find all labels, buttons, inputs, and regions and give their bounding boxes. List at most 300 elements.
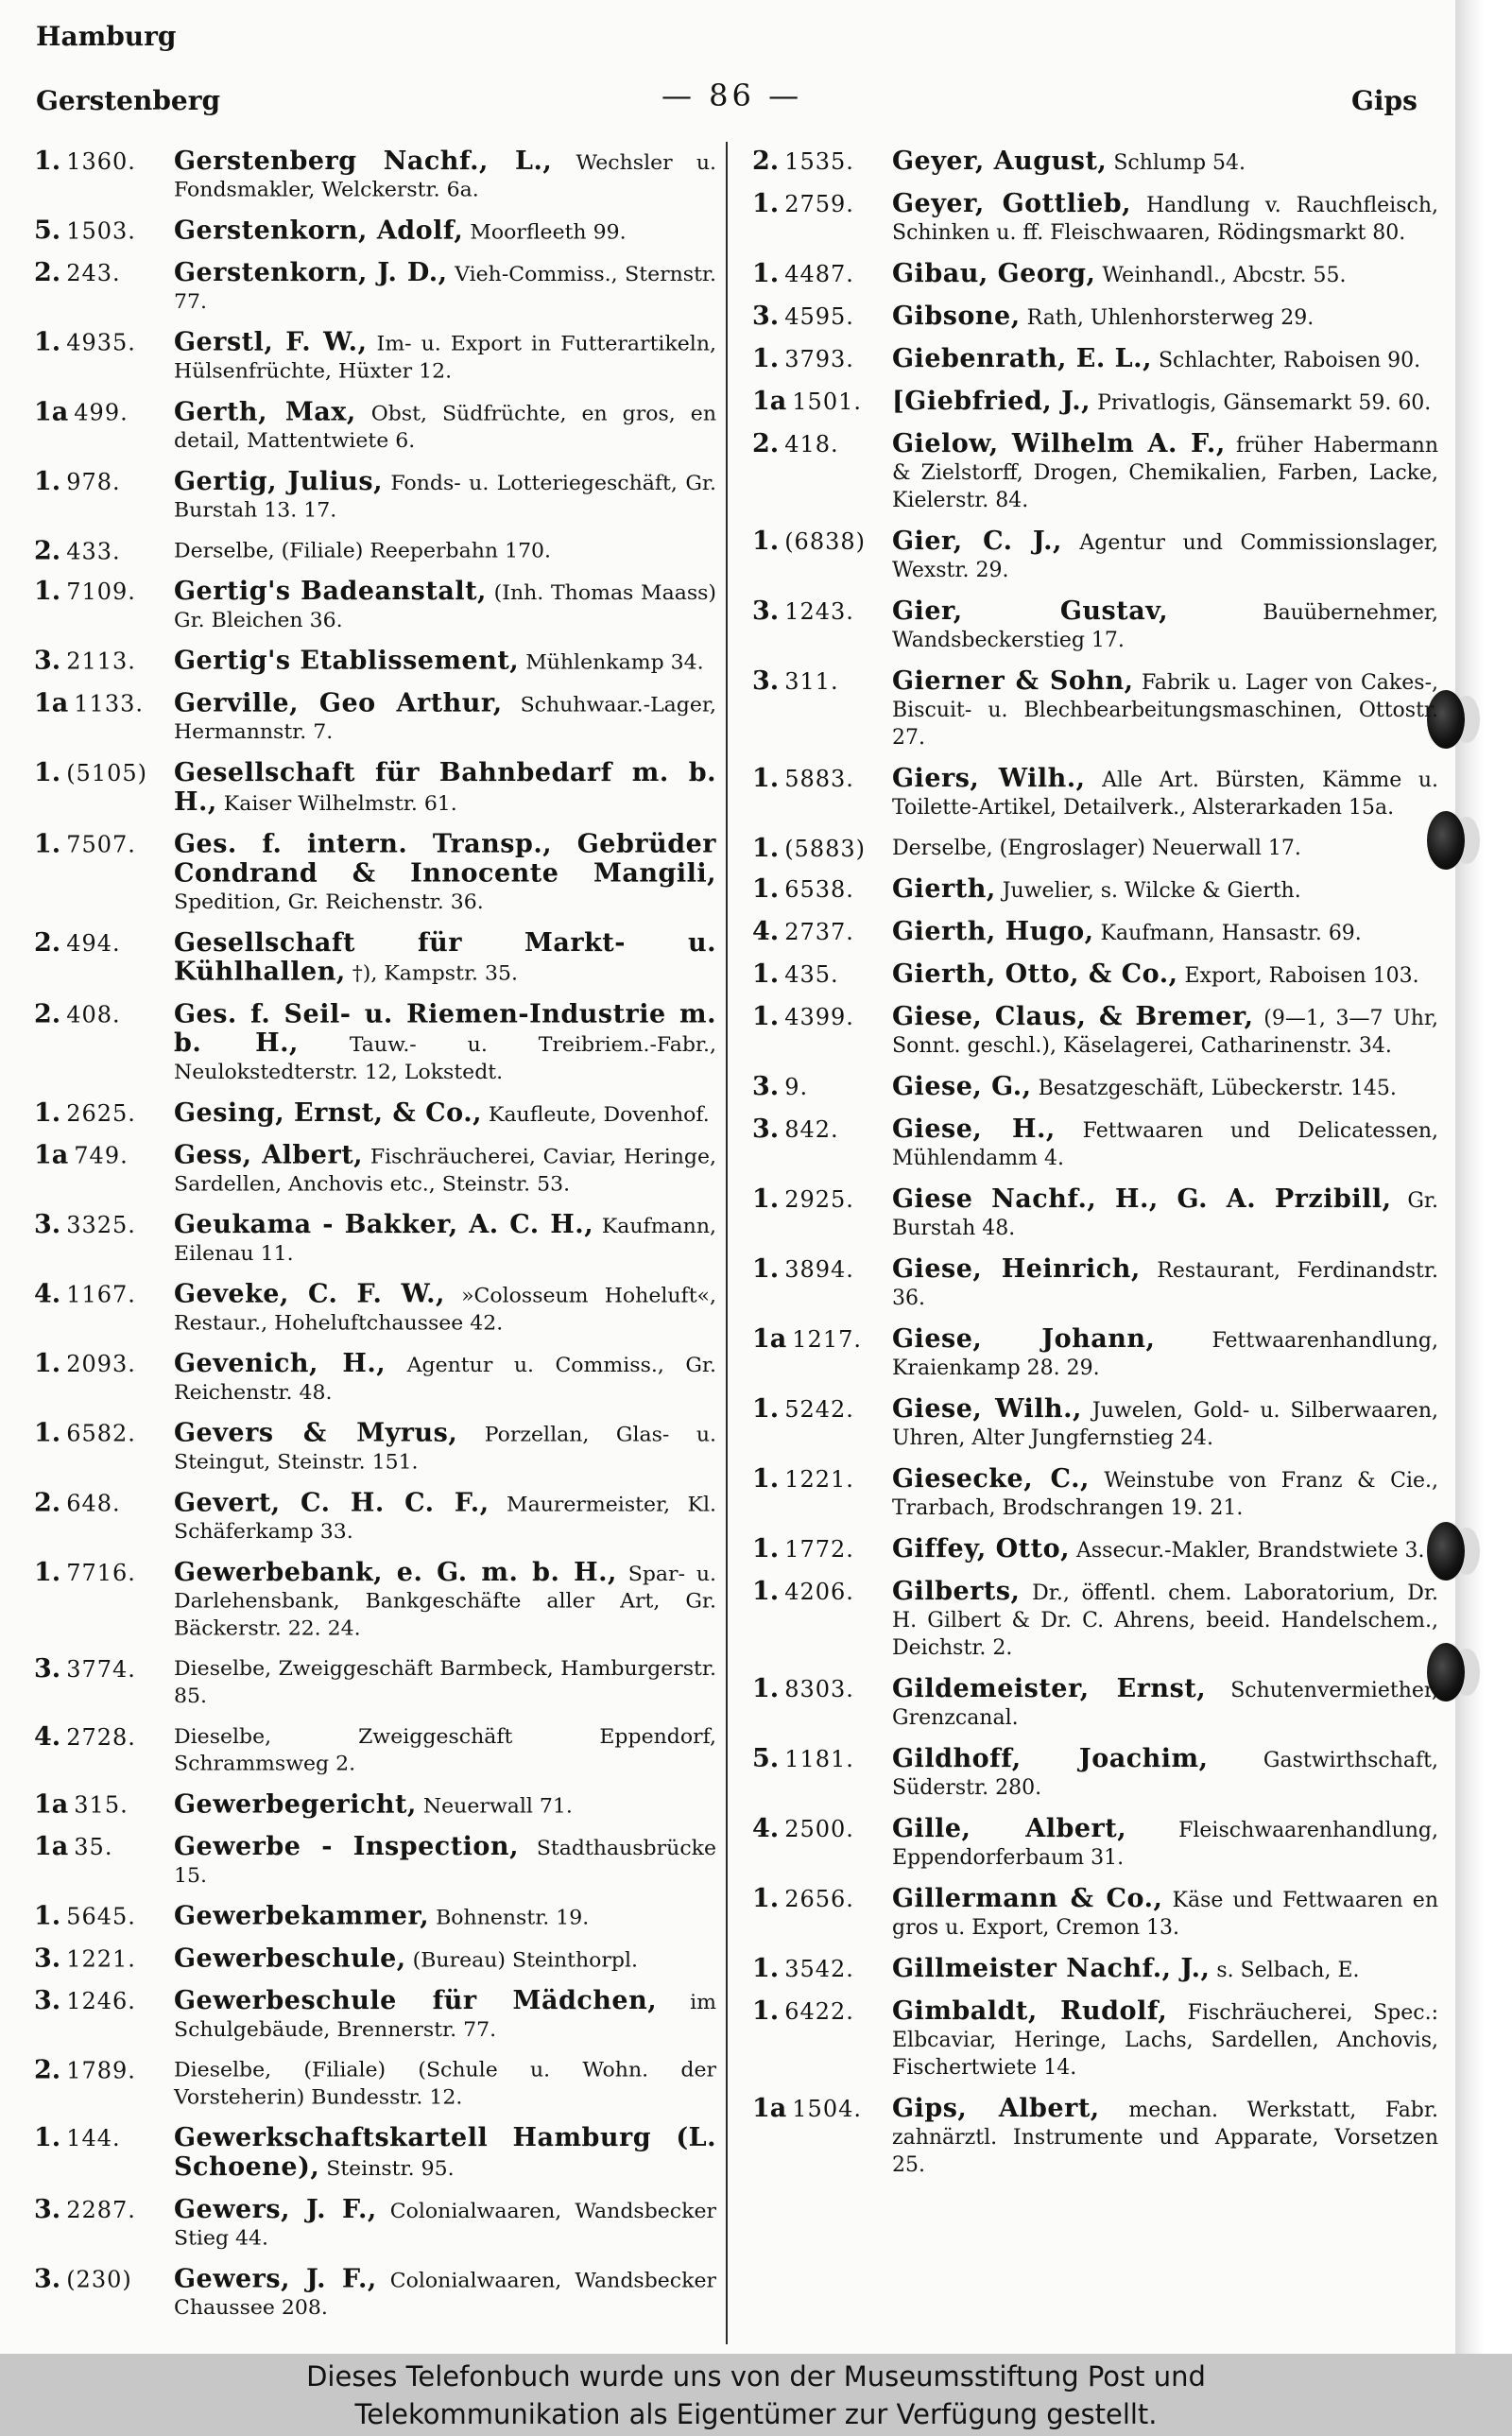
directory-entry — [752, 1745, 1438, 1802]
exchange-class: 1. — [752, 1002, 780, 1031]
entry-body — [752, 1395, 1438, 1452]
directory-entry — [34, 2057, 716, 2112]
subscriber-details: Restaurant, Ferdinandstr. 36. — [892, 1259, 1438, 1310]
entry-lead — [34, 1723, 136, 1753]
exchange-class: 1a — [34, 1832, 69, 1862]
subscriber-name: Giebenrath, E. L., — [892, 344, 1152, 373]
exchange-class: 1. — [752, 1464, 780, 1494]
entry-lead — [752, 1003, 854, 1032]
entry-body — [34, 2196, 716, 2253]
exchange-class: 1. — [752, 527, 780, 556]
phone-number: 4595. — [784, 303, 854, 330]
phone-number: 4935. — [66, 329, 136, 356]
directory-entry — [752, 260, 1438, 289]
entry-lead — [752, 430, 839, 459]
phone-number: 1246. — [66, 1988, 136, 2015]
entry-lead — [752, 388, 862, 417]
entry-body — [752, 1535, 1438, 1564]
entry-body — [34, 259, 716, 316]
entry-lead — [34, 1350, 136, 1379]
exchange-class: 2. — [34, 2055, 61, 2085]
phone-number: 6538. — [784, 876, 854, 903]
exchange-class: 1. — [752, 1577, 780, 1606]
directory-entry — [34, 259, 716, 316]
exchange-class: 2. — [752, 147, 780, 176]
entry-body — [34, 2124, 716, 2183]
subscriber-details: Fettwaaren und Delicatessen, Mühlendamm 4. — [892, 1119, 1438, 1170]
subscriber-name: Gimbaldt, Rudolf, — [892, 1996, 1168, 2026]
subscriber-details: »Colosseum Hoheluft«, Restaur., Hoheluftchaussee 42. — [174, 1284, 716, 1336]
phone-number: (6838) — [784, 528, 866, 555]
entry-lead — [752, 597, 854, 627]
entry-body — [752, 960, 1438, 990]
subscriber-details: Dr., öffentl. chem. Laboratorium, Dr. H. Gilbert & Dr. C. Ahrens, beeid. Handelschem., Deichstr. 2. — [892, 1581, 1438, 1660]
exchange-class: 4. — [34, 1721, 61, 1752]
exchange-class: 1. — [34, 2123, 61, 2153]
subscriber-name: Gesellschaft für Bahnbedarf m. b. H., — [174, 758, 716, 817]
phone-number: 408. — [66, 1001, 121, 1028]
phone-number: (230) — [66, 2266, 132, 2293]
subscriber-name: Ges. f. intern. Transp., Gebrüder Condrand & Innocente Mangili, — [174, 829, 716, 889]
entry-lead — [752, 1185, 854, 1215]
exchange-class: 1. — [752, 1674, 780, 1703]
subscriber-name: Giese, Johann, — [892, 1324, 1156, 1354]
phone-number: 6422. — [784, 1998, 854, 2025]
entry-lead — [752, 2095, 862, 2124]
entry-lead — [752, 1255, 854, 1285]
phone-number: 7716. — [66, 1559, 136, 1586]
entry-body — [752, 1465, 1438, 1522]
subscriber-details: Steinstr. 95. — [319, 2157, 455, 2182]
entry-body — [34, 1559, 716, 1642]
subscriber-name: Gerth, Max, — [174, 397, 356, 427]
entry-lead — [752, 1073, 808, 1102]
subscriber-name: Gerstenkorn, Adolf, — [174, 216, 464, 246]
entry-body — [752, 1885, 1438, 1942]
subscriber-name: Gewerbeschule, — [174, 1944, 406, 1974]
directory-entry — [752, 527, 1438, 584]
phone-number: 2500. — [784, 1816, 854, 1842]
subscriber-name: Giesecke, C., — [892, 1464, 1090, 1494]
directory-entry — [34, 929, 716, 988]
exchange-class: 1. — [752, 1884, 780, 1913]
subscriber-details: Vieh-Commiss., Sternstr. 77. — [174, 263, 716, 314]
entry-lead — [34, 1281, 136, 1310]
entry-body — [34, 1791, 716, 1821]
subscriber-name: Gildemeister, Ernst, — [892, 1674, 1207, 1703]
entry-lead — [752, 835, 866, 864]
subscriber-name: Gewerkschaftskartell Hamburg (L. Schoene), — [174, 2123, 716, 2183]
entry-body — [34, 1945, 716, 1975]
subscriber-details: Mühlenkamp 34. — [519, 650, 704, 675]
phone-number: 4206. — [784, 1579, 854, 1605]
phone-number: 494. — [66, 930, 121, 957]
subscriber-name: Gildhoff, Joachim, — [892, 1744, 1209, 1773]
subscriber-name: Gibsone, — [892, 302, 1021, 331]
directory-entry — [752, 960, 1438, 990]
subscriber-name: Giese Nachf., H., G. A. Przibill, — [892, 1184, 1392, 1214]
subscriber-details: Obst, Südfrüchte, en gros, en detail, Mattentwiete 6. — [174, 402, 716, 454]
entry-lead — [752, 260, 854, 289]
entry-lead — [34, 398, 129, 427]
subscriber-name: Geyer, Gottlieb, — [892, 189, 1132, 218]
entry-lead — [752, 960, 839, 990]
directory-entry — [752, 1535, 1438, 1564]
entry-lead — [34, 648, 136, 677]
subscriber-details: Derselbe, (Filiale) Reeperbahn 170. — [174, 539, 552, 563]
phone-number: 499. — [74, 399, 129, 426]
directory-entry — [752, 190, 1438, 247]
exchange-class: 1. — [752, 344, 780, 373]
entry-body — [752, 765, 1438, 821]
subscriber-details: Maurermeister, Kl. Schäferkamp 33. — [174, 1493, 716, 1545]
footer-line-1: Dieses Telefonbuch wurde uns von der Museumsstiftung Post und — [306, 2360, 1206, 2393]
exchange-class: 3. — [34, 2264, 61, 2294]
phone-number: 315. — [74, 1791, 129, 1819]
directory-entry — [752, 388, 1438, 417]
exchange-class: 2. — [34, 536, 61, 566]
directory-entry — [752, 302, 1438, 332]
exchange-class: 2. — [752, 429, 780, 458]
phone-number: 433. — [66, 538, 121, 565]
entry-body — [34, 1099, 716, 1129]
exchange-class: 1. — [34, 1349, 61, 1379]
phone-number: 8303. — [784, 1676, 854, 1702]
directory-entry — [34, 1791, 716, 1821]
phone-number: 1181. — [784, 1746, 854, 1772]
subscriber-name: Gilberts, — [892, 1577, 1021, 1606]
entry-lead — [752, 1395, 854, 1425]
subscriber-name: [Giebfried, J., — [892, 387, 1091, 416]
entry-lead — [752, 1465, 854, 1494]
exchange-class: 4. — [752, 1814, 780, 1843]
directory-entry — [752, 597, 1438, 654]
subscriber-name: Gess, Albert, — [174, 1140, 364, 1170]
exchange-class: 3. — [34, 1944, 61, 1974]
entry-lead — [34, 1987, 136, 2016]
subscriber-details: Fonds- u. Lotteriegeschäft, Gr. Burstah 13. 17. — [174, 471, 716, 523]
exchange-class: 5. — [34, 216, 61, 246]
directory-entry — [752, 1997, 1438, 2082]
subscriber-details: Handlung v. Rauchfleisch, Schinken u. ff. Fleischwaaren, Rödingsmarkt 80. — [892, 194, 1438, 245]
entry-lead — [34, 690, 144, 719]
exchange-class: 3. — [34, 1986, 61, 2016]
subscriber-details: Fettwaarenhandlung, Kraienkamp 28. 29. — [892, 1329, 1438, 1380]
subscriber-name: Gier, C. J., — [892, 527, 1062, 556]
directory-entry — [752, 147, 1438, 177]
directory-entry — [34, 1723, 716, 1778]
subscriber-name: Gerville, Geo Arthur, — [174, 688, 503, 718]
subscriber-details: Dieselbe, Zweiggeschäft Eppendorf, Schrammsweg 2. — [174, 1724, 716, 1776]
entry-body — [752, 1578, 1438, 1662]
phone-number: 5242. — [784, 1396, 854, 1423]
entry-lead — [34, 1489, 121, 1518]
directory-entry — [34, 217, 716, 247]
phone-number: 418. — [784, 431, 839, 458]
entry-lead — [752, 918, 854, 947]
exchange-class: 1a — [752, 1324, 787, 1354]
phone-number: 1217. — [792, 1326, 862, 1353]
directory-entry — [34, 468, 716, 525]
entry-body — [34, 1281, 716, 1338]
directory-entry — [34, 648, 716, 677]
phone-number: 1167. — [66, 1281, 136, 1308]
entry-lead — [752, 1815, 854, 1844]
entry-body — [752, 302, 1438, 332]
subscriber-name: Gille, Albert, — [892, 1814, 1127, 1843]
phone-number: 2287. — [66, 2196, 136, 2223]
directory-entry — [752, 875, 1438, 905]
directory-entry — [34, 1420, 716, 1477]
subscriber-details: Juwelen, Gold- u. Silberwaaren, Uhren, Alter Jungfernstieg 24. — [892, 1399, 1438, 1450]
subscriber-name: Gillmeister Nachf., J., — [892, 1954, 1211, 1983]
entry-body — [34, 538, 716, 565]
phone-number: 435. — [784, 961, 839, 988]
entry-lead — [752, 1115, 839, 1145]
entry-lead — [34, 1791, 129, 1821]
phone-number: 1133. — [74, 690, 144, 717]
entry-lead — [34, 329, 136, 358]
entry-body — [34, 1489, 716, 1546]
subscriber-details: Besatzgeschäft, Lübeckerstr. 145. — [1031, 1077, 1397, 1100]
exchange-class: 1. — [752, 1996, 780, 2026]
exchange-class: 1. — [752, 1534, 780, 1564]
subscriber-details: Bauübernehmer, Wandsbeckerstieg 17. — [892, 601, 1438, 652]
entry-body — [34, 648, 716, 677]
phone-number: 243. — [66, 260, 121, 287]
entry-lead — [34, 929, 121, 959]
entry-lead — [752, 1325, 862, 1355]
entry-lead — [34, 1833, 112, 1862]
entry-body — [752, 1815, 1438, 1872]
entry-body — [752, 1997, 1438, 2082]
entry-body — [34, 1142, 716, 1199]
subscriber-name: Geukama - Bakker, A. C. H., — [174, 1210, 594, 1240]
subscriber-details: Schutenvermiether, Grenzcanal. — [892, 1679, 1438, 1730]
subscriber-name: Giese, Wilh., — [892, 1394, 1082, 1424]
entry-body — [752, 430, 1438, 514]
entry-lead — [752, 1955, 854, 1984]
entry-lead — [34, 578, 136, 607]
phone-number: 9. — [784, 1074, 809, 1100]
page-edge — [1455, 0, 1512, 2354]
entry-body — [34, 2057, 716, 2112]
subscriber-details: s. Selbach, E. — [1210, 1959, 1360, 1982]
subscriber-name: Geveke, C. F. W., — [174, 1279, 445, 1309]
entry-body — [34, 329, 716, 386]
entry-body — [752, 1073, 1438, 1102]
subscriber-name: Gertig's Badeanstalt, — [174, 577, 487, 607]
entry-body — [34, 1211, 716, 1268]
subscriber-name: Gevert, C. H. C. F., — [174, 1488, 490, 1518]
subscriber-name: Gewers, J. F., — [174, 2264, 377, 2294]
subscriber-details: Wechsler u. Fondsmakler, Welckerstr. 6a. — [174, 150, 717, 202]
phone-number: 2656. — [784, 1886, 854, 1912]
subscriber-details: †), Kampstr. 35. — [345, 961, 519, 986]
subscriber-name: Gewerbekammer, — [174, 1901, 430, 1931]
entry-lead — [752, 765, 854, 794]
exchange-class: 1. — [34, 327, 61, 357]
entry-body — [34, 1350, 716, 1407]
subscriber-details: Weinstube von Franz & Cie., Trarbach, Brodschrangen 19. 21. — [892, 1469, 1439, 1520]
exchange-class: 1. — [752, 959, 780, 989]
exchange-class: 1a — [752, 387, 787, 416]
exchange-class: 1. — [752, 1254, 780, 1284]
exchange-class: 1. — [752, 834, 780, 863]
subscriber-details: früher Habermann & Zielstorff, Drogen, Chemikalien, Farben, Lacke, Kielerstr. 84. — [892, 434, 1438, 512]
entry-body — [34, 578, 716, 634]
entry-lead — [34, 2124, 121, 2153]
directory-entry — [752, 1395, 1438, 1452]
directory-entry — [34, 1489, 716, 1546]
exchange-class: 2. — [34, 1488, 61, 1518]
directory-entry — [34, 2265, 716, 2322]
subscriber-name: Gerstenberg Nachf., L., — [174, 147, 553, 176]
entry-lead — [34, 538, 121, 567]
directory-entry — [34, 538, 716, 565]
phone-number: 1789. — [66, 2057, 136, 2084]
directory-entry — [752, 1073, 1438, 1102]
subscriber-name: Gerstl, F. W., — [174, 327, 368, 357]
entry-body — [752, 1955, 1438, 1984]
subscriber-name: Gertig, Julius, — [174, 466, 383, 496]
subscriber-details: Tauw.- u. Treibriem.-Fabr., Neulokstedterstr. 12, Lokstedt. — [174, 1033, 716, 1085]
directory-entry — [34, 1559, 716, 1642]
subscriber-name: Gips, Albert, — [892, 2094, 1100, 2123]
directory-entry — [34, 1945, 716, 1975]
directory-entry — [752, 1578, 1438, 1662]
entry-lead — [34, 759, 147, 788]
phone-number: 2737. — [784, 919, 854, 945]
exchange-class: 2. — [34, 999, 61, 1029]
entry-lead — [34, 1655, 136, 1684]
subscriber-details: Käse und Fettwaaren en gros u. Export, Cremon 13. — [892, 1889, 1438, 1940]
phone-number: 2759. — [784, 191, 854, 217]
directory-entry — [34, 1211, 716, 1268]
entry-lead — [34, 2265, 132, 2294]
phone-number: 3894. — [784, 1256, 854, 1283]
phone-number: 842. — [784, 1116, 839, 1143]
entry-body — [34, 1001, 716, 1086]
subscriber-name: Gewerbe - Inspection, — [174, 1832, 519, 1862]
phone-number: 1503. — [66, 217, 136, 245]
exchange-class: 1. — [752, 1394, 780, 1424]
entry-lead — [34, 1559, 136, 1588]
entry-body — [34, 831, 716, 916]
subscriber-name: Giese, Claus, & Bremer, — [892, 1002, 1254, 1031]
directory-entry — [752, 345, 1438, 374]
directory-entry — [752, 2095, 1438, 2179]
entry-lead — [34, 1945, 136, 1975]
subscriber-details: Moorfleeth 99. — [463, 220, 627, 245]
subscriber-details: Spar- u. Darlehensbank, Bankgeschäfte aller Art, Gr. Bäckerstr. 22. 24. — [174, 1562, 717, 1641]
exchange-class: 1. — [34, 1097, 61, 1128]
phone-number: 2093. — [66, 1351, 136, 1378]
exchange-class: 1. — [752, 764, 780, 793]
subscriber-name: Geyer, August, — [892, 147, 1108, 176]
phone-number: 1221. — [66, 1945, 136, 1973]
subscriber-name: Gevers & Myrus, — [174, 1418, 458, 1448]
exchange-class: 1a — [34, 1140, 69, 1170]
phone-number: 3774. — [66, 1656, 136, 1684]
subscriber-details: Im- u. Export in Futterartikeln, Hülsenfrüchte, Hüxter 12. — [174, 332, 716, 384]
entry-body — [34, 1833, 716, 1890]
subscriber-details: (Inh. Thomas Maass) Gr. Bleichen 36. — [174, 581, 716, 632]
footer-banner — [0, 2354, 1512, 2436]
entry-lead — [752, 147, 854, 177]
directory-entry — [34, 1099, 716, 1129]
exchange-class: 1a — [752, 2094, 787, 2123]
directory-entry — [34, 1833, 716, 1890]
entry-body — [752, 875, 1438, 905]
directory-entry — [34, 329, 716, 386]
exchange-class: 3. — [34, 646, 61, 676]
directory-entry — [752, 1465, 1438, 1522]
exchange-class: 3. — [752, 1114, 780, 1144]
subscriber-name: Gewers, J. F., — [174, 2194, 377, 2224]
subscriber-name: Giese, G., — [892, 1072, 1032, 1101]
phone-number: 3325. — [66, 1212, 136, 1239]
left-column — [34, 147, 716, 2335]
entry-lead — [34, 831, 136, 860]
entry-lead — [34, 2196, 136, 2225]
subscriber-details: Agentur u. Commiss., Gr. Reichenstr. 48. — [174, 1354, 717, 1405]
directory-entry — [34, 759, 716, 818]
phone-number: 7109. — [66, 579, 136, 606]
subscriber-name: Gibau, Georg, — [892, 259, 1096, 288]
phone-number: 6582. — [66, 1420, 136, 1447]
entry-body — [752, 1115, 1438, 1172]
subscriber-name: Gierth, Otto, & Co., — [892, 959, 1178, 989]
subscriber-name: Gierth, — [892, 874, 996, 904]
entry-body — [752, 190, 1438, 247]
subscriber-details: Weinhandl., Abcstr. 55. — [1095, 264, 1347, 287]
entry-lead — [752, 1535, 854, 1564]
phone-number: 1504. — [792, 2096, 862, 2122]
subscriber-details: Assecur.-Makler, Brandstwiete 3. — [1070, 1539, 1425, 1563]
entry-lead — [34, 259, 121, 288]
entry-lead — [752, 1675, 854, 1704]
phone-number: 3542. — [784, 1956, 854, 1982]
subscriber-details: (Bureau) Steinthorpl. — [405, 1948, 639, 1973]
subscriber-details: Dieselbe, (Filiale) (Schule u. Wohn. der Vorsteherin) Bundesstr. 12. — [174, 2058, 716, 2110]
subscriber-details: Kaufmann, Hansastr. 69. — [1093, 922, 1362, 945]
entry-body — [752, 667, 1438, 752]
header-place: Hamburg — [36, 21, 177, 52]
subscriber-details: Derselbe, (Engroslager) Neuerwall 17. — [892, 837, 1301, 860]
exchange-class: 1. — [752, 874, 780, 904]
subscriber-name: Gesellschaft für Markt- u. Kühlhallen, — [174, 928, 716, 987]
subscriber-details: Dieselbe, Zweiggeschäft Barmbeck, Hamburgerstr. 85. — [174, 1657, 716, 1709]
entry-body — [752, 1675, 1438, 1732]
exchange-class: 3. — [752, 302, 780, 331]
exchange-class: 1. — [752, 1954, 780, 1983]
subscriber-details: Schlump 54. — [1107, 151, 1246, 175]
entry-lead — [752, 1745, 854, 1774]
phone-number: 4399. — [784, 1004, 854, 1030]
directory-entry — [752, 765, 1438, 821]
subscriber-name: Gillermann & Co., — [892, 1884, 1163, 1913]
header-left-keyword: Gerstenberg — [36, 85, 221, 116]
exchange-class: 5. — [752, 1744, 780, 1773]
subscriber-name: Gier, Gustav, — [892, 596, 1169, 626]
subscriber-name: Giese, H., — [892, 1114, 1056, 1144]
phone-number: 1535. — [784, 148, 854, 175]
subscriber-details: Porzellan, Glas- u. Steingut, Steinstr. 151. — [174, 1423, 716, 1475]
phone-number: 2925. — [784, 1186, 854, 1213]
directory-entry — [752, 1885, 1438, 1942]
subscriber-details: Gr. Burstah 48. — [892, 1189, 1438, 1240]
